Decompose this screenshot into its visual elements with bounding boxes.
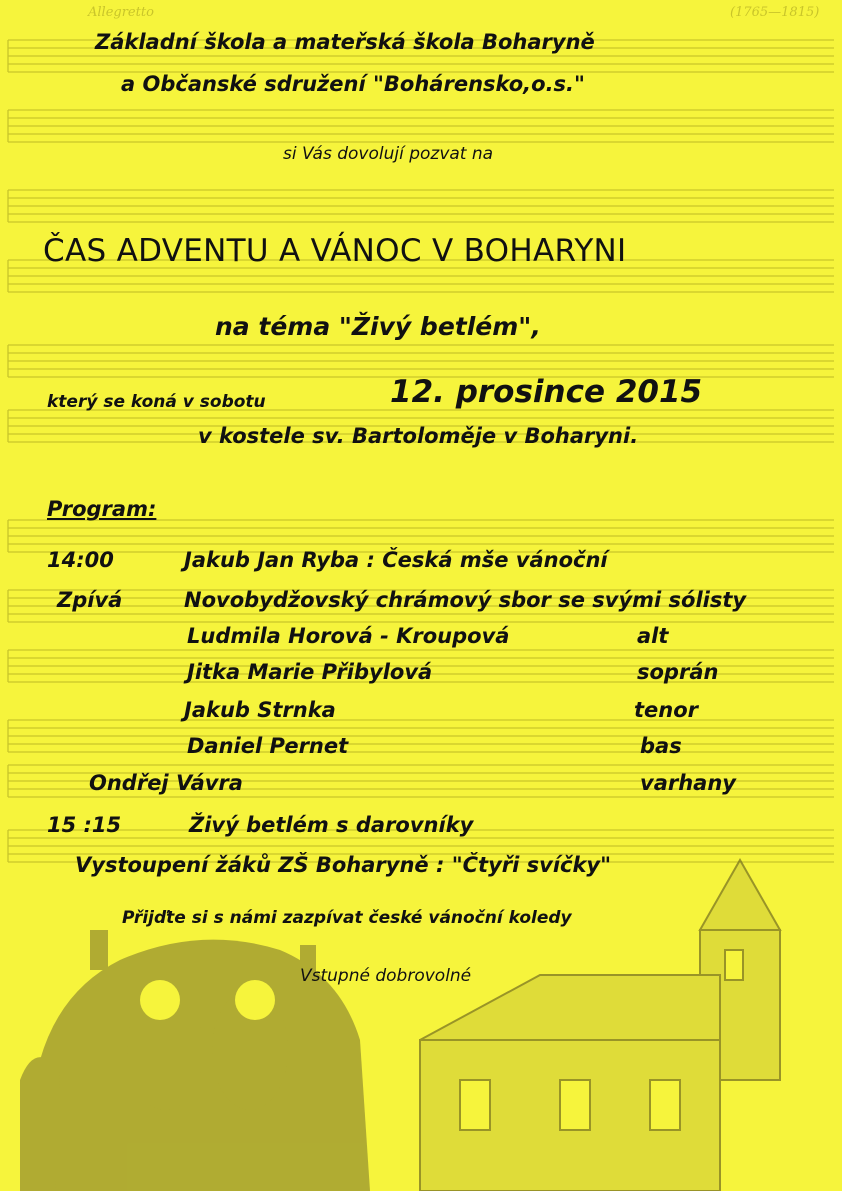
school-name: Základní škola a mateřská škola Boharyně bbox=[95, 30, 595, 54]
program-time-1: 14:00 bbox=[47, 548, 114, 572]
program-item-1: Jakub Jan Ryba : Česká mše vánoční bbox=[184, 548, 608, 572]
association-name: a Občanské sdružení "Bohárensko,o.s." bbox=[121, 72, 585, 96]
composer-years: (1765—1815) bbox=[730, 5, 820, 20]
sings-label: Zpívá bbox=[57, 588, 123, 612]
performer-name: Jakub Strnka bbox=[184, 698, 336, 722]
performer-role: tenor bbox=[634, 698, 699, 722]
performer-name: Daniel Pernet bbox=[187, 734, 349, 758]
program-heading: Program: bbox=[47, 497, 157, 521]
choir-name: Novobydžovský chrámový sbor se svými sólisty bbox=[184, 588, 747, 612]
event-theme: na téma "Živý betlém", bbox=[215, 312, 541, 341]
tempo-marking: Allegretto bbox=[88, 5, 154, 20]
date-intro: který se koná v sobotu bbox=[47, 392, 266, 412]
invitation-line: si Vás dovolují pozvat na bbox=[283, 144, 494, 164]
event-date: 12. prosince 2015 bbox=[390, 374, 703, 410]
performer-role: alt bbox=[637, 624, 669, 648]
performer-role: soprán bbox=[637, 660, 719, 684]
event-title: ČAS ADVENTU A VÁNOC V BOHARYNI bbox=[43, 233, 627, 269]
program-time-2: 15 :15 bbox=[47, 813, 122, 837]
performer-name: Ondřej Vávra bbox=[89, 771, 243, 795]
performer-name: Jitka Marie Přibylová bbox=[187, 660, 433, 684]
program-item-2: Živý betlém s darovníky bbox=[189, 813, 474, 837]
performer-role: varhany bbox=[640, 771, 736, 795]
performer-role: bas bbox=[640, 734, 682, 758]
carols-invite: Přijďte si s námi zazpívat české vánoční koledy bbox=[122, 908, 572, 928]
program-item-3: Vystoupení žáků ZŠ Boharyně : "Čtyři svíčky" bbox=[75, 853, 612, 877]
performer-name: Ludmila Horová - Kroupová bbox=[187, 624, 510, 648]
admission-note: Vstupné dobrovolné bbox=[300, 966, 472, 986]
event-venue: v kostele sv. Bartoloměje v Boharyni. bbox=[198, 424, 639, 448]
